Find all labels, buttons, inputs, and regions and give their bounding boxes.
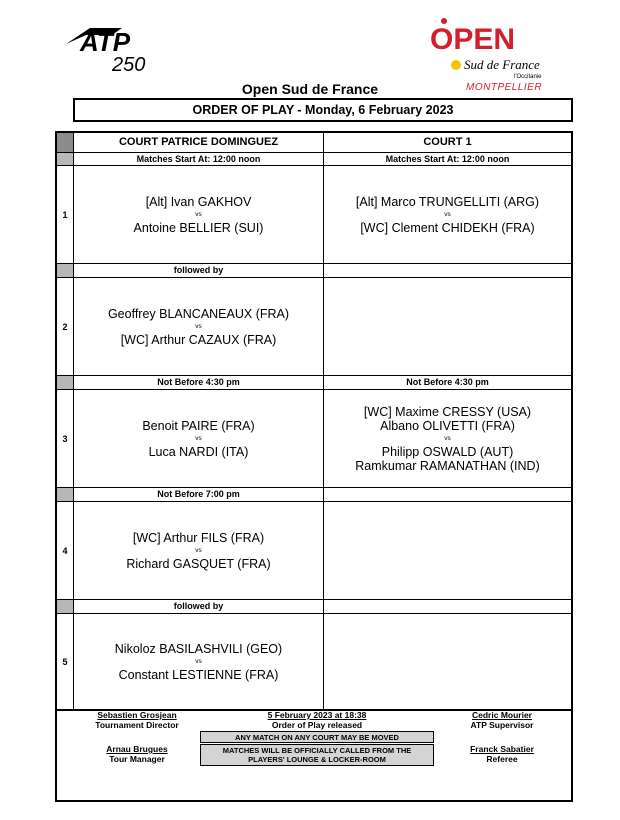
player: Philipp OSWALD (AUT): [381, 444, 514, 459]
match-row: [57, 278, 571, 375]
vs-label: vs: [444, 434, 451, 442]
notice-called: MATCHES WILL BE OFFICIALLY CALLED FROM THE PLAYERS' LOUNGE & LOCKER-ROOM: [200, 744, 434, 766]
row-number: 2: [57, 278, 74, 375]
officials-footer: [55, 707, 573, 802]
open-sub-text: Sud de France: [464, 57, 540, 72]
player: Ramkumar RAMANATHAN (IND): [355, 458, 540, 473]
match-row: [57, 614, 571, 709]
release-info: [207, 710, 427, 730]
official-role: Tournament Director: [95, 720, 179, 730]
release-label: Order of Play released: [271, 720, 363, 730]
session-time: [324, 600, 571, 613]
match-cell: [74, 502, 324, 599]
match-row: [57, 390, 571, 487]
match-cell: [324, 166, 571, 263]
player: [WC] Arthur FILS (FRA): [132, 530, 265, 545]
order-of-play-title: ORDER OF PLAY - Monday, 6 February 2023: [73, 98, 573, 122]
official: [437, 710, 567, 730]
vs-label: vs: [444, 210, 451, 218]
match-cell: [324, 390, 571, 487]
official: [67, 744, 207, 764]
tournament-name: Open Sud de France: [241, 81, 379, 97]
session-header-row: [57, 153, 571, 165]
session-header-row: [57, 376, 571, 389]
session-header-row: [57, 600, 571, 613]
official-name: Arnau Brugues: [106, 744, 168, 754]
schedule-grid: [55, 131, 573, 711]
player: Nikoloz BASILASHVILI (GEO): [114, 641, 283, 656]
vs-label: vs: [195, 434, 202, 442]
player: Albano OLIVETTI (FRA): [380, 418, 515, 433]
official-name: Franck Sabatier: [470, 744, 534, 754]
row-number: 5: [57, 614, 74, 709]
release-date: 5 February 2023 at 18:38: [267, 710, 367, 720]
session-time: Matches Start At: 12:00 noon: [385, 154, 510, 164]
court-name: COURT PATRICE DOMINGUEZ: [74, 133, 324, 152]
court-header-row: [57, 133, 571, 152]
player: [Alt] Ivan GAKHOV: [145, 194, 252, 209]
session-header-row: [57, 488, 571, 501]
atp-logo-text: ATP: [80, 27, 131, 57]
player: Luca NARDI (ITA): [148, 444, 249, 459]
atp-250-logo: [60, 24, 160, 74]
vs-label: vs: [195, 657, 202, 665]
player: [WC] Arthur CAZAUX (FRA): [120, 332, 277, 347]
vs-label: vs: [195, 322, 202, 330]
official-name: Cedric Mourier: [472, 710, 532, 720]
match-cell: [74, 278, 324, 375]
match-row: [57, 166, 571, 263]
match-cell: [74, 166, 324, 263]
match-cell-empty: [324, 614, 571, 709]
court-name: COURT 1: [423, 136, 472, 148]
player: [WC] Maxime CRESSY (USA): [363, 404, 532, 419]
official-role: ATP Supervisor: [470, 720, 534, 730]
official-name: Sebastien Grosjean: [97, 710, 177, 720]
session-time: followed by: [74, 600, 324, 613]
player: [WC] Clement CHIDEKH (FRA): [360, 220, 535, 235]
player: [Alt] Marco TRUNGELLITI (ARG): [355, 194, 540, 209]
session-header-row: [57, 264, 571, 277]
open-logo-text: OPEN: [430, 23, 516, 56]
match-cell-empty: [324, 502, 571, 599]
session-time: Not Before 4:30 pm: [74, 376, 324, 389]
open-city-text: MONTPELLIER: [466, 82, 543, 93]
atp-level-text: 250: [112, 54, 146, 74]
match-cell: [74, 614, 324, 709]
session-time: [324, 488, 571, 501]
player: Constant LESTIENNE (FRA): [118, 667, 279, 682]
session-time: Matches Start At: 12:00 noon: [74, 153, 324, 165]
row-number: 4: [57, 502, 74, 599]
row-number: 3: [57, 390, 74, 487]
match-cell: [74, 390, 324, 487]
player: Geoffrey BLANCANEAUX (FRA): [107, 306, 290, 321]
official-role: Tour Manager: [109, 754, 165, 764]
session-time: [324, 264, 571, 277]
player: Antoine BELLIER (SUI): [133, 220, 264, 235]
player: Benoit PAIRE (FRA): [142, 418, 255, 433]
match-row: [57, 502, 571, 599]
vs-label: vs: [195, 210, 202, 218]
official: [67, 710, 207, 730]
corner-cell: [57, 133, 74, 152]
player: Richard GASQUET (FRA): [126, 556, 271, 571]
open-region-text: l'Occitanie: [514, 74, 542, 80]
session-time: Not Before 7:00 pm: [74, 488, 324, 501]
official: [437, 744, 567, 764]
session-time: followed by: [74, 264, 324, 277]
match-cell-empty: [324, 278, 571, 375]
vs-label: vs: [195, 546, 202, 554]
notice-moved: ANY MATCH ON ANY COURT MAY BE MOVED: [200, 731, 434, 743]
session-time: Not Before 4:30 pm: [406, 377, 489, 387]
row-number: 1: [57, 166, 74, 263]
official-role: Referee: [486, 754, 518, 764]
